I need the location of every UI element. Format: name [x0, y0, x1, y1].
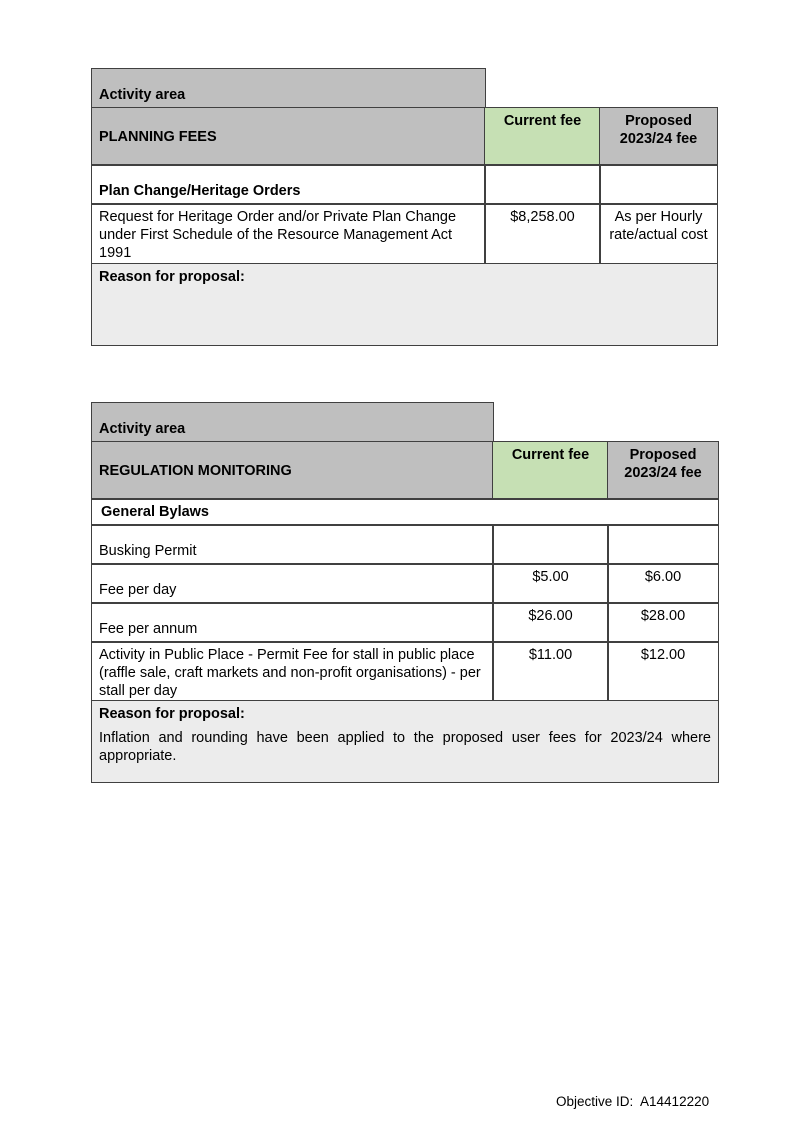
proposed-fee-header-text: Proposed 2023/24 fee	[624, 447, 702, 481]
row-current-fee-text: $26.00	[528, 608, 573, 624]
row-proposed-fee-text: $6.00	[644, 569, 682, 585]
row-current-fee-text: $11.00	[528, 647, 573, 663]
table-title-text: PLANNING FEES	[99, 128, 217, 145]
reason-for-proposal	[91, 263, 718, 346]
activity-area-text: Activity area	[99, 421, 186, 437]
table-row-proposed-fee	[607, 602, 719, 643]
proposed-fee-header	[599, 107, 718, 166]
table-row-current-fee	[492, 641, 609, 702]
table-title-text: REGULATION MONITORING	[99, 462, 292, 479]
row-description-text: Activity in Public Place - Permit Fee for stall in public place (raffle sale, craft markets and non-profit organisations) - per stall per day	[99, 647, 481, 699]
table-row-current-fee	[484, 203, 601, 265]
row-proposed-fee-text: $12.00	[640, 647, 686, 663]
row-current-fee-text: $8,258.00	[510, 209, 575, 225]
reason-for-proposal	[91, 700, 719, 783]
table-row-description	[91, 203, 486, 265]
table-row-proposed-fee	[607, 641, 719, 702]
empty-cell	[599, 164, 718, 205]
section-heading-text: Plan Change/Heritage Orders	[99, 183, 301, 199]
table-row-proposed-fee	[607, 563, 719, 604]
table-row-current-fee	[492, 602, 609, 643]
table-row-description	[91, 524, 494, 565]
objective-id-text: Objective ID: A14412220	[556, 1094, 710, 1109]
table-title	[91, 107, 486, 166]
section-heading-text: General Bylaws	[101, 504, 209, 520]
current-fee-header	[492, 441, 609, 500]
activity-area-text: Activity area	[99, 87, 186, 103]
activity-area-label	[91, 68, 486, 109]
table-row-description	[91, 563, 494, 604]
table-row-current-fee	[492, 524, 609, 565]
row-description-text: Fee per annum	[99, 621, 198, 637]
row-description-text: Busking Permit	[99, 543, 197, 559]
row-description-text: Fee per day	[99, 582, 177, 598]
table-row-current-fee	[492, 563, 609, 604]
reason-label: Reason for proposal:	[99, 269, 245, 285]
table-title	[91, 441, 494, 500]
current-fee-header-text: Current fee	[511, 447, 590, 463]
row-proposed-fee-text: $28.00	[640, 608, 686, 624]
row-proposed-fee-text: As per Hourly rate/actual cost	[609, 209, 708, 243]
table-row-description	[91, 641, 494, 702]
proposed-fee-header	[607, 441, 719, 500]
empty-cell	[484, 164, 601, 205]
reason-label: Reason for proposal:	[99, 706, 245, 722]
table-row-description	[91, 602, 494, 643]
activity-area-label	[91, 402, 494, 443]
proposed-fee-header-text: Proposed 2023/24 fee	[619, 113, 698, 147]
current-fee-header-text: Current fee	[503, 113, 582, 129]
reason-text: Inflation and rounding have been applied to the proposed user fees for 2023/24 where appropriate.	[99, 730, 711, 764]
section-heading	[91, 498, 719, 526]
row-current-fee-text: $5.00	[532, 569, 569, 585]
objective-id	[556, 1094, 756, 1109]
current-fee-header	[484, 107, 601, 166]
section-heading	[91, 164, 486, 205]
table-row-proposed-fee	[607, 524, 719, 565]
row-description-text: Request for Heritage Order and/or Private Plan Change under First Schedule of the Resource Management Act 1991	[99, 209, 457, 261]
table-row-proposed-fee	[599, 203, 718, 265]
